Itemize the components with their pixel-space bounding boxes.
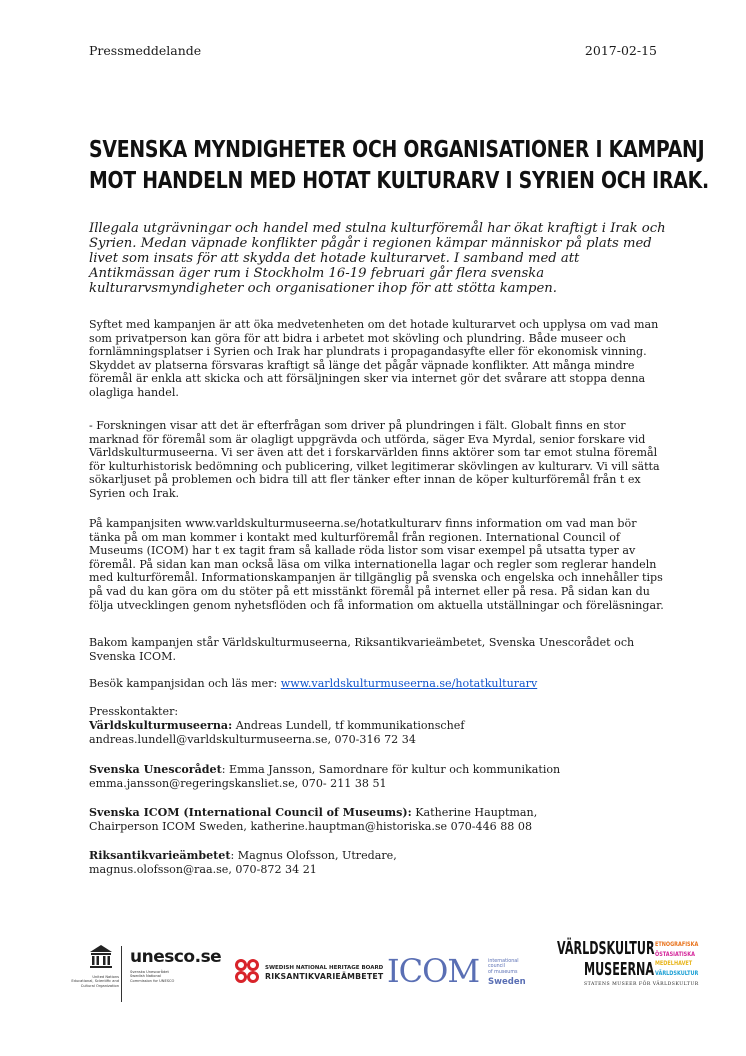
body-paragraph-1: Syftet med kampanjen är att öka medvetenheten om det hotade kulturarvet och upplysa om vad man som privatperson kan göra för att bidra i arbetet mot skövling och plundring. Både museer och fornlämningsplatser i Syrien och Irak har plundrats i propagandasyfte eller för ekonomisk vinning. Skyddet av platserna försvaras kraftigt så länge det pågår väpnade konflikter. Att många mindre föremål är enkla att skicka och att försäljningen sker via internet gör det svårare att stoppa denna olagliga handel. [89, 318, 659, 399]
unesco-commission-line: Commission for UNESCO [130, 978, 175, 983]
contact-details[interactable]: magnus.olofsson@raa.se, 070-872 34 21 [89, 862, 317, 876]
contact-person: Katherine Hauptman, [411, 806, 538, 819]
unesco-org-line: Cultural Organization [80, 983, 119, 988]
raa-logo [233, 958, 384, 988]
icom-logo [387, 952, 526, 992]
contact-person: Andreas Lundell, tf kommunikationschef [232, 719, 465, 732]
contact-org: Svenska ICOM (International Council of Museums): [89, 806, 412, 819]
unesco-commission-line: Svenska Unescorådet [130, 970, 169, 974]
raa-swedish-name: RIKSANTIKVARIEÄMBETET [265, 972, 384, 981]
vkm-tag: MEDELHAVET [655, 960, 693, 968]
vkm-tag: ÖSTASIATISKA [655, 950, 695, 958]
unesco-org-text [67, 975, 119, 988]
raa-emblem-icon [233, 958, 261, 984]
contact-org: Världskulturmuseerna: [89, 719, 233, 732]
press-contacts-heading: Presskontakter: [89, 705, 179, 718]
unesco-wordmark: unesco.se [130, 947, 222, 967]
contact-org: Riksantikvarieämbetet [89, 849, 231, 862]
body-paragraph-3: På kampanjsiten www.varldskulturmuseerna.se/hotatkulturarv finns information om vad man bör tänka på om man kommer i kontakt med kulturföremål från regionen. International Council of Museums (ICOM) har t ex tagit fram så kallade röda listor som visar exempel på utsatta typer av föremål. På sidan kan man också läsa om vilka internationella lagar och regler som reglerar handeln med kulturföremål. Informationskampanjen är tillgänglig på svenska och engelska och innehåller tips på vad du kan göra om du stöter på ett misstänkt föremål på internet eller på resa. På sidan kan du följa utvecklingen genom nyhetsflöden och få information om aktuella utställningar och föreläsningar. [89, 517, 664, 612]
varldskulturmuseerna-logo [557, 939, 697, 991]
vkm-tag: ETNOGRAFISKA [655, 941, 699, 948]
unesco-commission-line: Swedish National [130, 974, 161, 979]
contact-icom [89, 806, 669, 833]
campaign-link-prefix: Besök kampanjsidan och läs mer: [89, 677, 281, 690]
contact-details[interactable]: emma.jansson@regeringskansliet.se, 070- 211 38 51 [89, 776, 387, 790]
icom-subtitle-line: council [488, 964, 505, 970]
contact-varldskulturmuseerna [89, 719, 669, 746]
headline [89, 135, 709, 197]
headline-line-1: SVENSKA MYNDIGHETER OCH ORGANISATIONER I KAMPANJ [89, 137, 705, 163]
icom-wordmark: ICOM [387, 952, 480, 990]
document-date: 2017-02-15 [584, 43, 657, 58]
icom-subtitle-line: international [488, 959, 519, 964]
unesco-commission-text [130, 970, 174, 983]
icom-subtitle [488, 959, 519, 975]
vkm-tag: VÄRLDSKULTUR [655, 969, 699, 977]
vkm-wordmark-line-1: VÄRLDSKULTUR [557, 938, 655, 959]
headline-line-2: MOT HANDELN MED HOTAT KULTURARV I SYRIEN OCH IRAK. [89, 168, 709, 194]
contact-person: : Magnus Olofsson, Utredare, [230, 849, 397, 862]
unesco-temple-icon [89, 944, 113, 970]
contact-unescoradet [89, 763, 669, 790]
vkm-museum-tags [655, 940, 698, 978]
body-paragraph-2: - Forskningen visar att det är efterfrågan som driver på plundringen i fält. Globalt finns en stor marknad för föremål som är olagligt uppgrävda och utförda, säger Eva Myrdal, senior forskare vid Världskulturmuseerna. Vi ser även att det i forskarvärlden finns aktörer som tar emot stulna föremål för kulturhistorisk bedömning och publicering, vilket legitimerar skövlingen av kulturarv. Vi vill sätta sökarljuset på problemen och bidra till att fler tänker efter innan de köper kulturföremål från t ex Syrien och Irak. [89, 419, 660, 500]
lead-paragraph: Illegala utgrävningar och handel med stulna kulturföremål har ökat kraftigt i Irak och Syrien. Medan väpnade konflikter pågår i regionen kämpar människor på plats med livet som insats för att skydda det hotade kulturarvet. I samband med att Antikmässan äger rum i Stockholm 16-19 februari går flera svenska kulturarvsmyndigheter och organisationer ihop för att stötta kampen. [89, 221, 666, 296]
unesco-org-line: United Nations [92, 975, 119, 979]
contact-details[interactable]: andreas.lundell@varldskulturmuseerna.se, 070-316 72 34 [89, 732, 416, 746]
contact-raa [89, 849, 669, 876]
unesco-divider [121, 946, 122, 1002]
unesco-org-line: Educational, Scientific and [71, 979, 119, 984]
document-type-label: Pressmeddelande [89, 43, 202, 58]
raa-english-name: SWEDISH NATIONAL HERITAGE BOARD [265, 965, 384, 971]
vkm-footer-text: STATENS MUSEER FÖR VÄRLDSKULTUR [584, 982, 699, 987]
icom-subtitle-line: of museums [488, 969, 518, 975]
campaign-link[interactable]: www.varldskulturmuseerna.se/hotatkulturarv [280, 677, 538, 690]
unesco-logo [67, 944, 222, 1014]
contact-person: : Emma Jansson, Samordnare för kultur och kommunikation [221, 763, 561, 776]
campaign-link-paragraph [89, 677, 669, 691]
contact-details[interactable]: Chairperson ICOM Sweden, katherine.hauptman@historiska.se 070-446 88 08 [89, 819, 533, 833]
icom-country: Sweden [488, 977, 526, 987]
body-paragraph-4: Bakom kampanjen står Världskulturmuseerna, Riksantikvarieämbetet, Svenska Unescorådet och Svenska ICOM. [89, 636, 635, 663]
vkm-wordmark-line-2: MUSEERNA [584, 959, 655, 980]
contact-org: Svenska Unescorådet [89, 763, 222, 776]
